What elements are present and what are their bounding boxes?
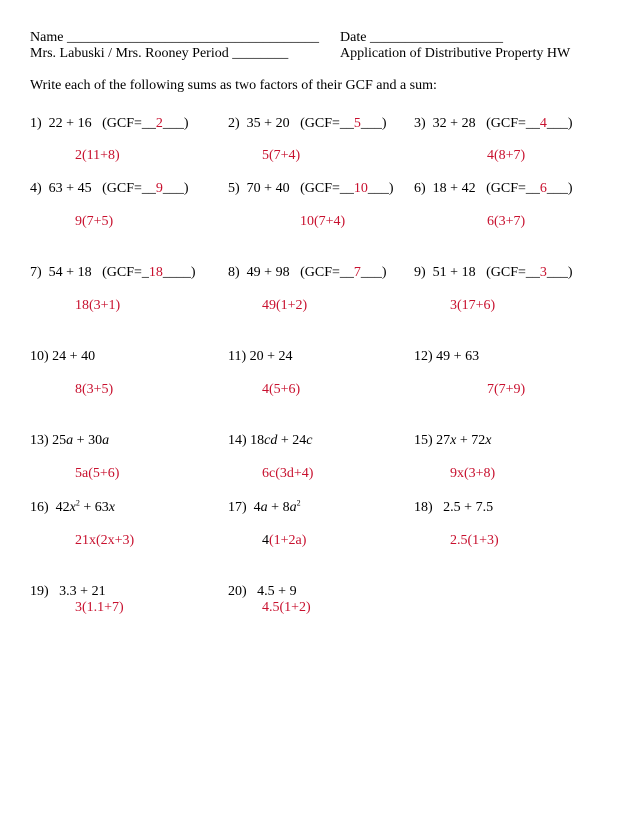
answer-15: 9x(3+8): [450, 466, 496, 481]
answer-7: 18(3+1): [75, 298, 121, 313]
gcf-answer: 18: [148, 265, 163, 280]
problem-1: 1) 22 + 16 (GCF=__2___): [30, 116, 189, 131]
problem-20: 20) 4.5 + 9: [228, 584, 297, 599]
worksheet-title: Application of Distributive Property HW: [340, 46, 571, 61]
problem-8: 8) 49 + 98 (GCF=__7___): [228, 265, 387, 280]
problem-18: 18) 2.5 + 7.5: [414, 500, 494, 515]
date-blank: ___________________: [369, 30, 503, 45]
problem-15: 15) 27x + 72x: [414, 433, 492, 448]
answer-1: 2(11+8): [75, 148, 120, 163]
answer-17: 4(1+2a): [262, 533, 307, 548]
problem-14: 14) 18cd + 24c: [228, 433, 313, 448]
answer-6: 6(3+7): [487, 214, 526, 229]
teacher-names: Mrs. Labuski / Mrs. Rooney: [30, 46, 189, 61]
problem-11: 11) 20 + 24: [228, 349, 293, 364]
date-line: [340, 30, 503, 46]
gcf-answer: 9: [155, 181, 163, 196]
date-label: Date: [340, 30, 367, 45]
problem-6: 6) 18 + 42 (GCF=__6___): [414, 181, 573, 196]
gcf-answer: 4: [539, 116, 547, 131]
teacher-line: [30, 46, 288, 62]
problem-7: 7) 54 + 18 (GCF=_18____): [30, 265, 196, 280]
answer-11: 4(5+6): [262, 382, 301, 397]
problem-9: 9) 51 + 18 (GCF=__3___): [414, 265, 573, 280]
answer-4: 9(7+5): [75, 214, 114, 229]
problem-4: 4) 63 + 45 (GCF=__9___): [30, 181, 189, 196]
gcf-answer: 5: [353, 116, 361, 131]
gcf-answer: 3: [539, 265, 547, 280]
answer-9: 3(17+6): [450, 298, 496, 313]
problem-5: 5) 70 + 40 (GCF=__10___): [228, 181, 394, 196]
gcf-answer: 2: [155, 116, 163, 131]
problem-12: 12) 49 + 63: [414, 349, 480, 364]
name-line: [30, 30, 319, 46]
problem-10: 10) 24 + 40: [30, 349, 96, 364]
problem-19: 19) 3.3 + 21: [30, 584, 106, 599]
period-label: Period: [192, 46, 229, 61]
problem-17: 17) $4a + 8a^2$: [228, 498, 301, 515]
problem-13: 13) 25a + 30a: [30, 433, 110, 448]
answer-16: 21x(2x+3): [75, 533, 135, 548]
answer-3: 4(8+7): [487, 148, 526, 163]
period-blank: ________: [232, 46, 289, 61]
answer-8: 49(1+2): [262, 298, 308, 313]
answer-10: 8(3+5): [75, 382, 114, 397]
problem-16: 16) $42x^2 + 63x$: [30, 498, 116, 515]
answer-5: 10(7+4): [300, 214, 346, 229]
answer-12: 7(7+9): [487, 382, 526, 397]
instructions: Write each of the following sums as two factors of their GCF and a sum:: [30, 78, 437, 93]
problem-2: 2) 35 + 20 (GCF=__5___): [228, 116, 387, 131]
answer-14: 6c(3d+4): [262, 466, 314, 481]
name-label: Name: [30, 30, 64, 45]
answer-20: 4.5(1+2): [262, 600, 311, 615]
gcf-answer: 6: [539, 181, 547, 196]
answer-19: 3(1.1+7): [75, 600, 124, 615]
answer-18: 2.5(1+3): [450, 533, 499, 548]
name-blank: ____________________________________: [66, 30, 319, 45]
gcf-answer: 7: [353, 265, 361, 280]
answer-13: 5a(5+6): [75, 466, 120, 481]
gcf-answer: 10: [353, 181, 368, 196]
problem-3: 3) 32 + 28 (GCF=__4___): [414, 116, 573, 131]
answer-2: 5(7+4): [262, 148, 301, 163]
